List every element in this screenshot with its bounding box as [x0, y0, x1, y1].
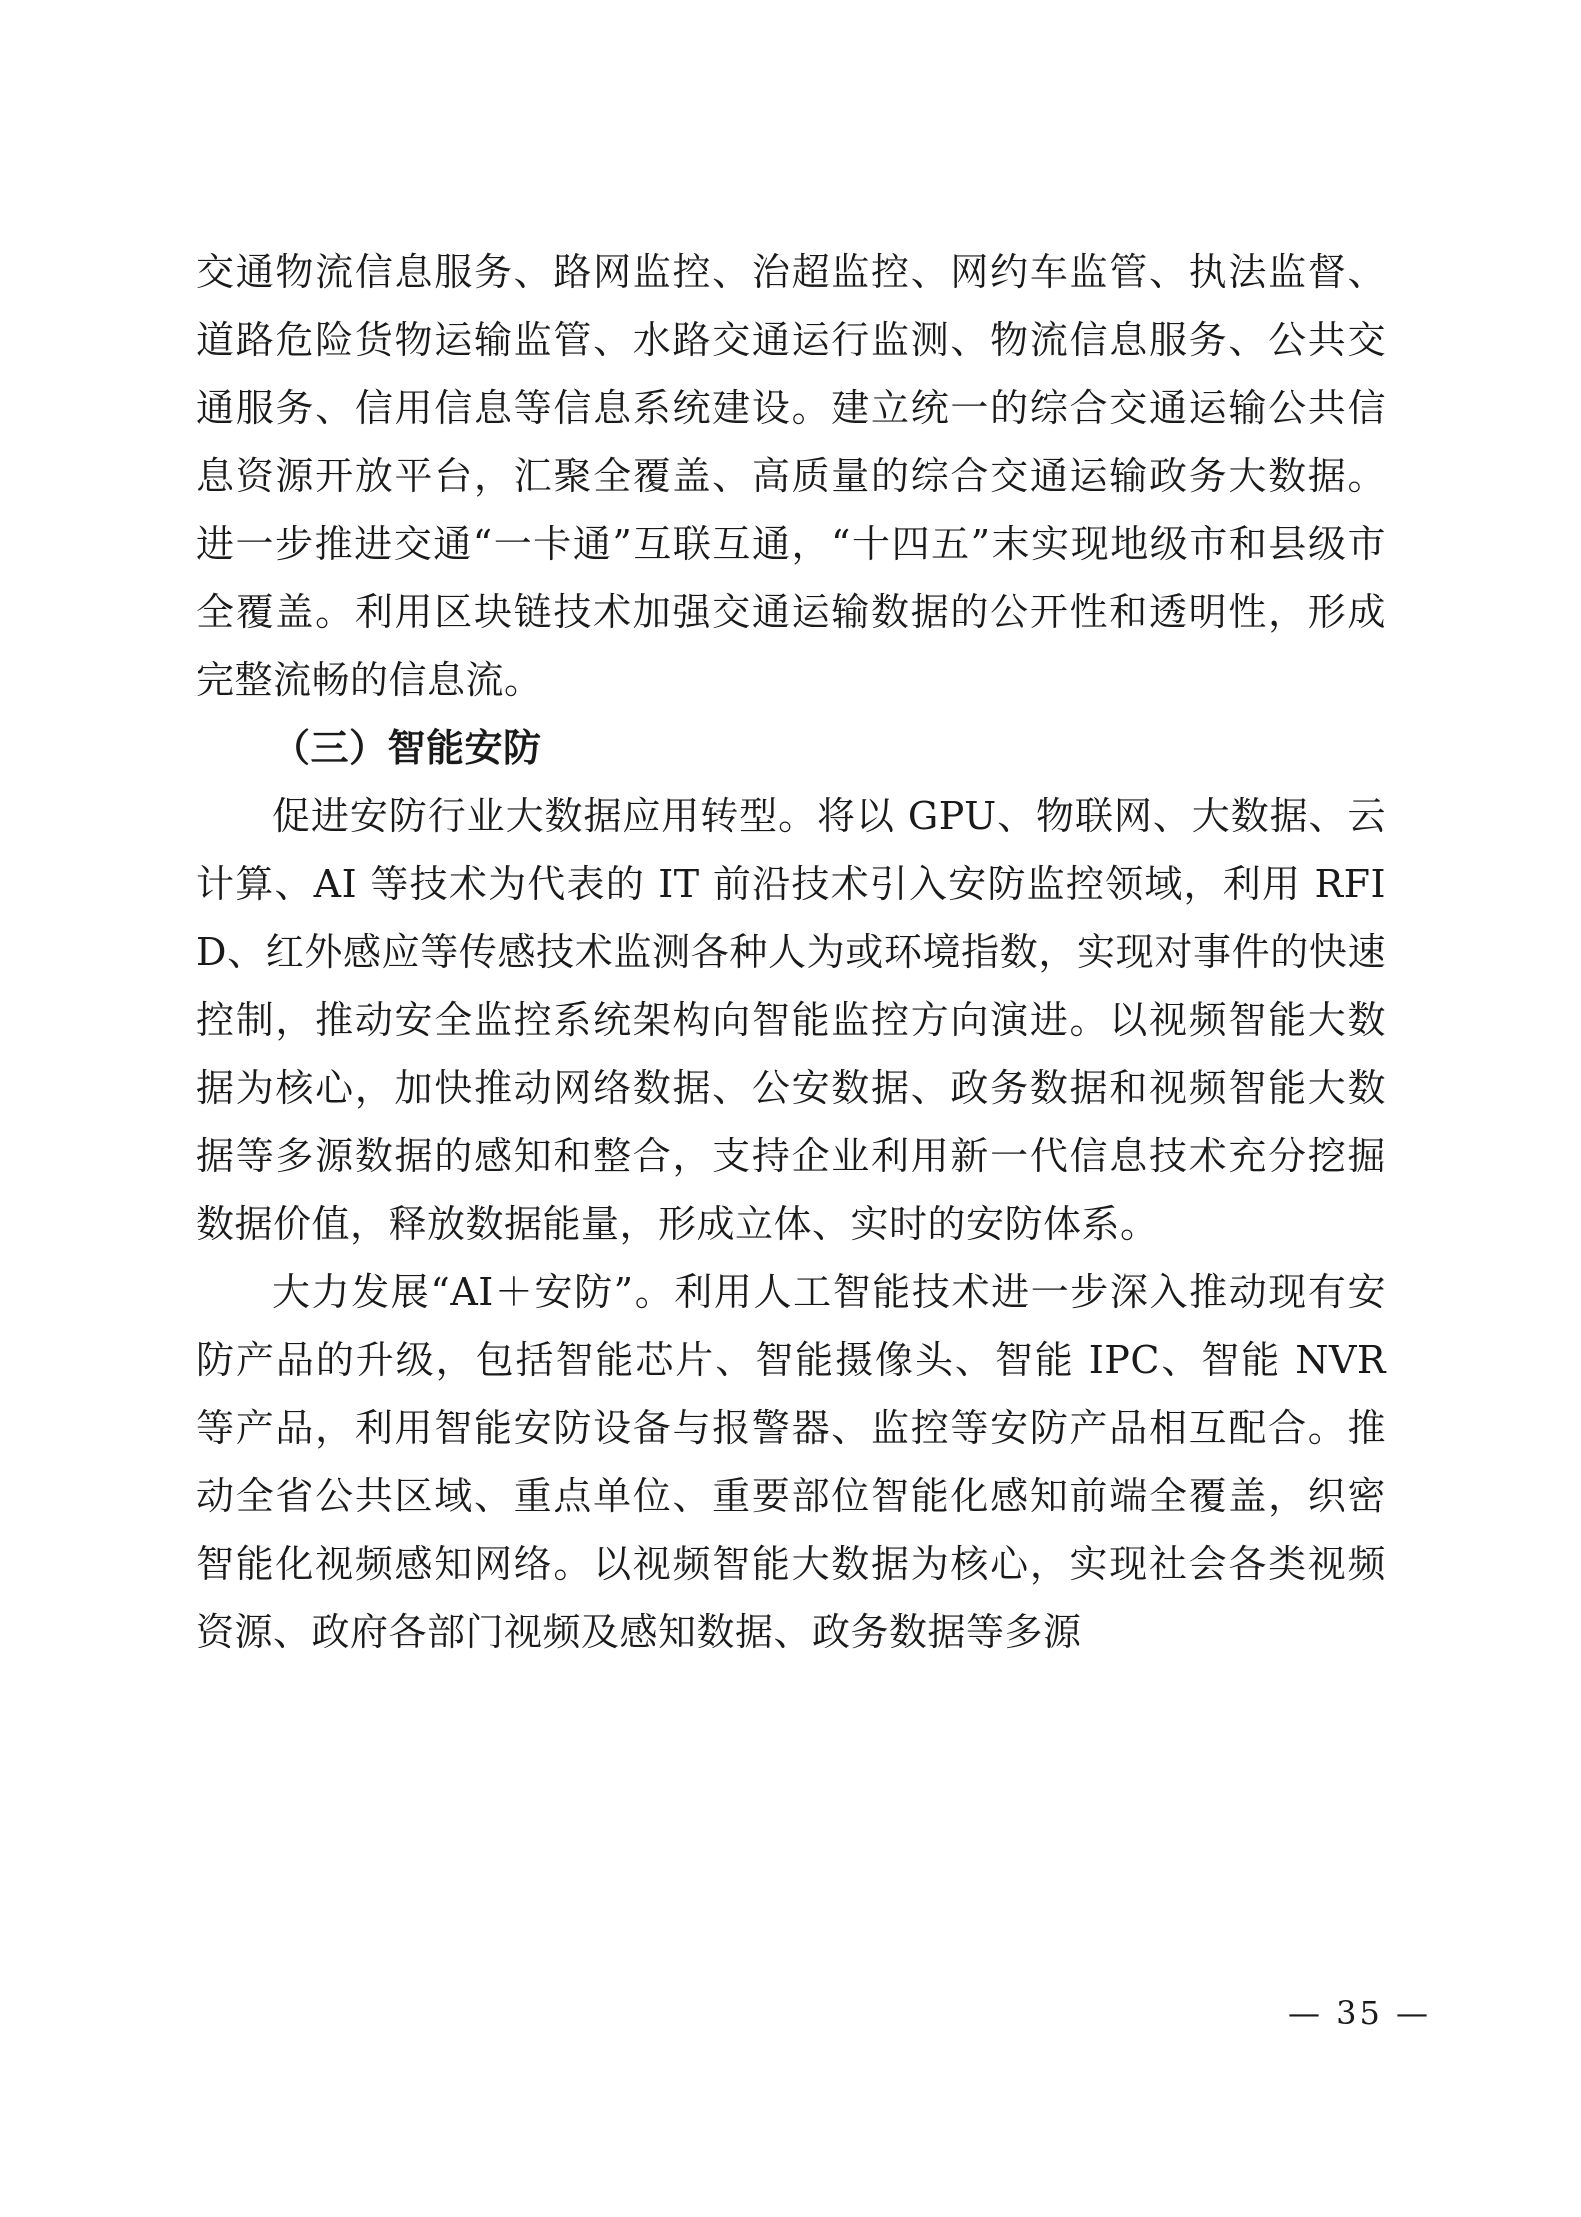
paragraph-bigdata-transformation: 促进安防行业大数据应用转型。将以 GPU、物联网、大数据、云计算、AI 等技术为代表的 IT 前沿技术引入安防监控领域，利用 RFID、红外感应等传感技术监测各种人为或环境指数，实现对事件的快速控制，推动安全监控系统架构向智能监控方向演进。以视频智能大数据为核心，加快推动网络数据、公安数据、政务数据和视频智能大数据等多源数据的感知和整合，支持企业利用新一代信息技术充分挖掘数据价值，释放数据能量，形成立体、实时的安防体系。: [196, 794, 1386, 1246]
section-heading-intelligent-security: （三）智能安防: [272, 725, 542, 770]
paragraph-transport-logistics: 交通物流信息服务、路网监控、治超监控、网约车监管、执法监督、道路危险货物运输监管、水路交通运行监测、物流信息服务、公共交通服务、信用信息等信息系统建设。建立统一的综合交通运输公共信息资源开放平台，汇聚全覆盖、高质量的综合交通运输政务大数据。进一步推进交通“一卡通”互联互通，“十四五”末实现地级市和县级市全覆盖。利用区块链技术加强交通运输数据的公开性和透明性，形成完整流畅的信息流。: [196, 250, 1386, 702]
paragraph-ai-plus-security: 大力发展“AI＋安防”。利用人工智能技术进一步深入推动现有安防产品的升级，包括智能芯片、智能摄像头、智能 IPC、智能 NVR 等产品，利用智能安防设备与报警器、监控等安防产品相互配合。推动全省公共区域、重点单位、重要部位智能化感知前端全覆盖，织密智能化视频感知网络。以视频智能大数据为核心，实现社会各类视频资源、政府各部门视频及感知数据、政务数据等多源: [196, 1270, 1386, 1654]
page-number: — 35 —: [1287, 1994, 1431, 2032]
page-content: [196, 238, 1386, 1666]
